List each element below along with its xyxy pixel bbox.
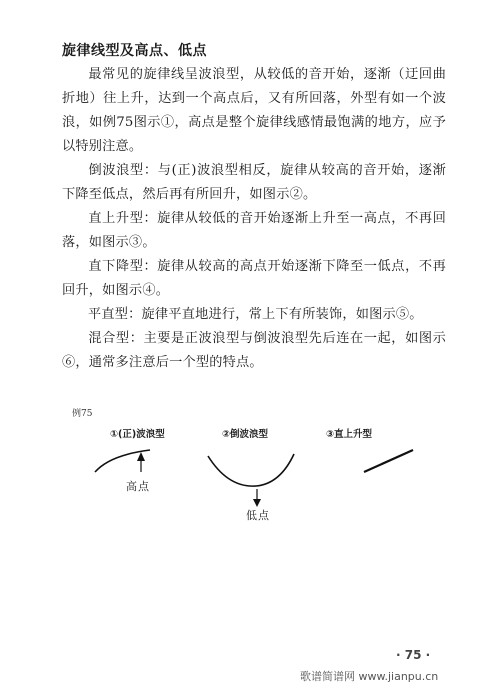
example-label: 例75: [72, 409, 93, 419]
inverted-wave-curve: [208, 454, 294, 486]
rising-line: [364, 450, 413, 472]
low-point-label: 低点: [246, 509, 270, 522]
figure-label-wave: ①(正)波浪型: [110, 429, 165, 440]
page-number: · 75 ·: [396, 648, 431, 662]
section-title: 旋律线型及高点、低点: [62, 43, 207, 59]
paragraph-text: 平直型：旋律平直地进行，常上下有所装饰，如图示⑤。: [88, 307, 423, 322]
paragraph-text: 直上升型：旋律从较低的音开始逐渐上升至一高点，不再回落，如图示③。: [62, 211, 446, 250]
high-point-arrowhead: [137, 452, 145, 461]
watermark: 歌谱简谱网 www.jianpu.cn: [300, 670, 439, 683]
figure-label-rising: ③直上升型: [326, 429, 373, 440]
high-point-label: 高点: [126, 480, 150, 493]
paragraph-text: 混合型：主要是正波浪型与倒波浪型先后连在一起，如图示⑥，通常多注意后一个型的特点。: [62, 331, 446, 370]
paragraph-text: 直下降型：旋律从较高的高点开始逐渐下降至一低点，不再回升，如图示④。: [62, 259, 446, 298]
paragraph-text: 倒波浪型：与(正)波浪型相反，旋律从较高的音开始，逐渐下降至低点，然后再有所回升，如图示②。: [62, 163, 446, 202]
paragraph-text: 最常见的旋律线呈波浪型，从较低的音开始，逐渐（迂回曲折地）往上升，达到一个高点后，又有所回落，外型有如一个波浪，如例75图示①，高点是整个旋律线感情最饱满的地方，应予以特别注意。: [62, 67, 446, 154]
figure-label-inverted-wave: ②倒波浪型: [222, 429, 269, 440]
low-point-arrowhead: [253, 499, 261, 507]
